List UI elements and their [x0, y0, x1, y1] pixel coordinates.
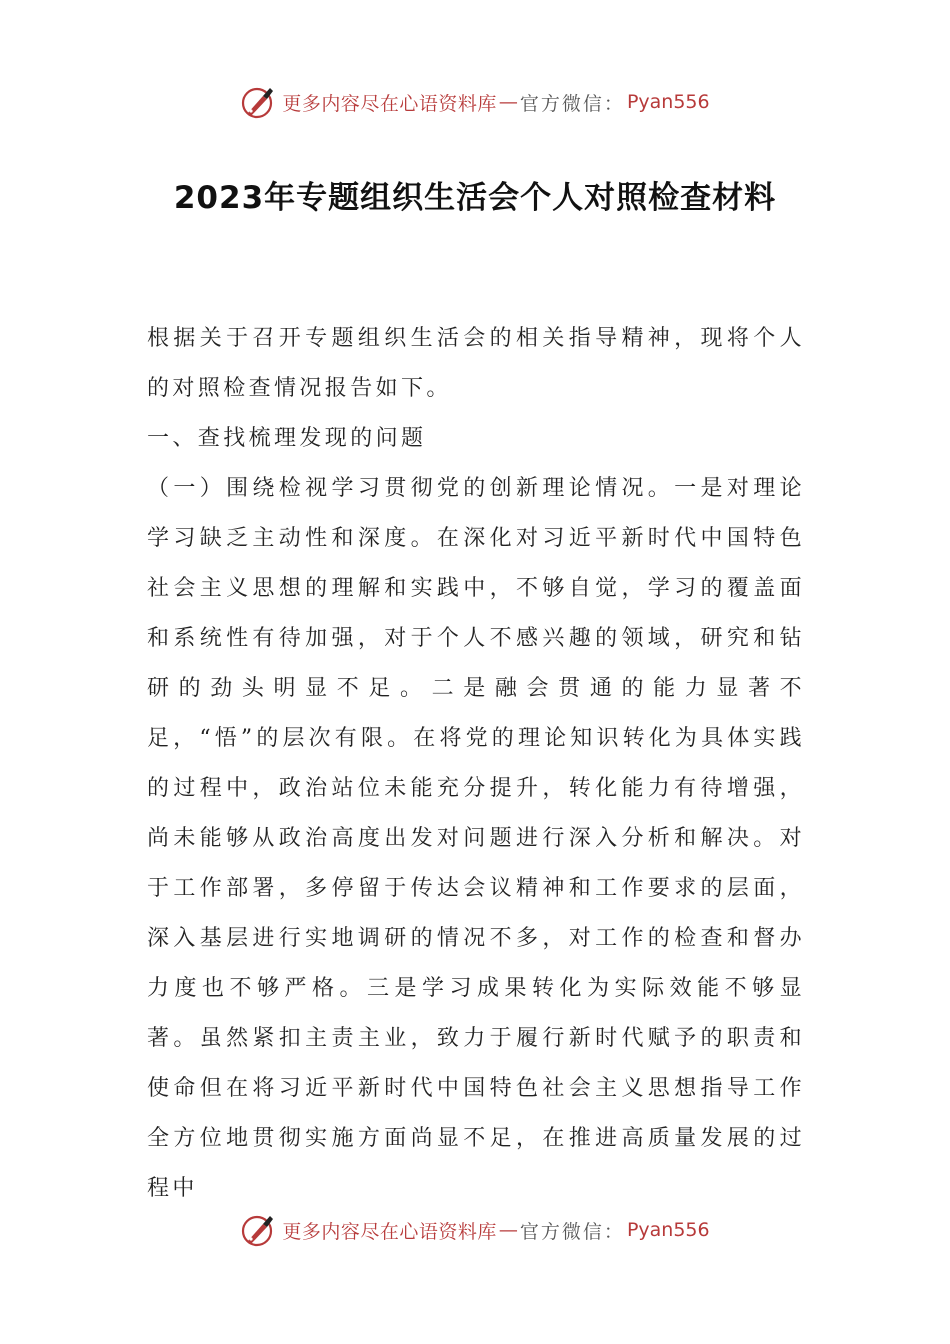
banner-wechat-id: Pyan556 [626, 91, 710, 113]
document-title: 2023年专题组织生活会个人对照检查材料 [173, 180, 777, 216]
body-paragraph: （一）围绕检视学习贯彻党的创新理论情况。一是对理论学习缺乏主动性和深度。在深化对习近平新时代中国特色社会主义思想的理解和实践中，不够自觉，学习的覆盖面和系统性有待加强，对于个人不感兴趣的领域，研究和钻研的劲头明显不足。二是融会贯通的能力显著不足，“悟”的层次有限。在将党的理论知识转化为具体实践的过程中，政治站位未能充分提升，转化能力有待增强，尚未能够从政治高度出发对问题进行深入分析和解决。对于工作部署，多停留于传达会议精神和工作要求的层面，深入基层进行实地调研的情况不多，对工作的检查和督办力度也不够严格。三是学习成果转化为实际效能不够显著。虽然紧扣主责主业，致力于履行新时代赋予的职责和使命但在将习近平新时代中国特色社会主义思想指导工作全方位地贯彻实施方面尚显不足，在推进高质量发展的过程中 [147, 476, 805, 1201]
header-banner [0, 82, 950, 122]
banner-slogan: 更多内容尽在心语资料库 [282, 1220, 497, 1243]
footer-banner [0, 1210, 950, 1250]
banner-official-label: 官方微信： [519, 92, 625, 115]
document-body [147, 314, 805, 1214]
pen-logo-icon [240, 84, 276, 120]
banner-slogan: 更多内容尽在心语资料库 [282, 92, 497, 115]
pen-logo-icon [240, 1212, 276, 1248]
intro-paragraph: 根据关于召开专题组织生活会的相关指导精神，现将个人的对照检查情况报告如下。 [147, 326, 805, 401]
banner-wechat-id: Pyan556 [626, 1219, 710, 1241]
section-heading: 一、查找梳理发现的问题 [147, 426, 427, 451]
banner-separator: — [498, 1219, 518, 1241]
banner-separator: — [498, 91, 518, 113]
banner-official-label: 官方微信： [519, 1220, 625, 1243]
